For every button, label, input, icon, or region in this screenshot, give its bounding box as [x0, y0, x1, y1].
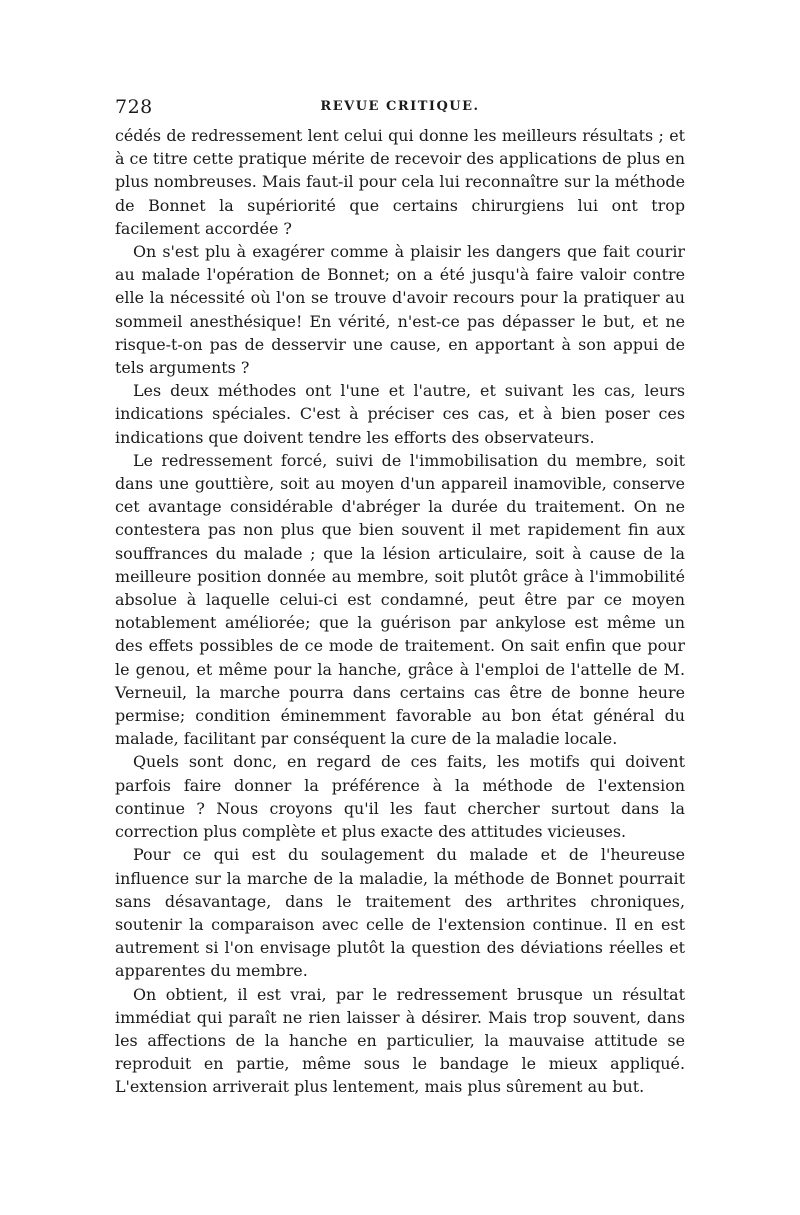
- paragraph: Quels sont donc, en regard de ces faits, les motifs qui doivent parfois faire donner la préférence à la méthode de l'extension continue ? Nous croyons qu'il les faut chercher surtout dans la correction plus complète et plus exacte des attitudes vicieuses.: [115, 752, 685, 842]
- page-header: [115, 96, 685, 120]
- paragraph: Pour ce qui est du soulagement du malade et de l'heureuse influence sur la marche de la maladie, la méthode de Bonnet pourrait sans désavantage, dans le traitement des arthrites chroniques, soutenir la comparaison avec celle de l'extension continue. Il en est autrement si l'on envisage plutôt la question des déviations réelles et apparentes du membre.: [115, 845, 685, 981]
- paragraph: Le redressement forcé, suivi de l'immobilisation du membre, soit dans une gouttière, soit au moyen d'un appareil inamovible, conserve cet avantage considérable d'abréger la durée du traitement. On ne contestera pas non plus que bien souvent il met rapidement fin aux souffrances du malade ; que la lésion articulaire, soit à cause de la meilleure position donnée au membre, soit plutôt grâce à l'immobilité absolue à laquelle celui-ci est condamné, peut être par ce moyen notablement améliorée; que la guérison par ankylose est même un des effets possibles de ce mode de traitement. On sait enfin que pour le genou, et même pour la hanche, grâce à l'emploi de l'attelle de M. Verneuil, la marche pourra dans certains cas être de bonne heure permise; condition éminemment favorable au bon état général du malade, facilitant par conséquent la cure de la maladie locale.: [115, 450, 685, 749]
- running-head: REVUE CRITIQUE.: [320, 99, 480, 114]
- book-page: [115, 96, 685, 1099]
- paragraph: On s'est plu à exagérer comme à plaisir les dangers que fait courir au malade l'opération de Bonnet; on a été jusqu'à faire valoir contre elle la nécessité où l'on se trouve d'avoir recours pour la pratiquer au sommeil anesthésique! En vérité, n'est-ce pas dépasser le but, et ne risque-t-on pas de desservir une cause, en apportant à son appui de tels arguments ?: [115, 242, 685, 378]
- page-number: 728: [115, 96, 153, 118]
- paragraph: Les deux méthodes ont l'une et l'autre, et suivant les cas, leurs indications spéciales. C'est à préciser ces cas, et à bien poser ces indications que doivent tendre les efforts des observateurs.: [115, 381, 685, 447]
- body-text: [115, 124, 685, 1099]
- paragraph-continued: cédés de redressement lent celui qui donne les meilleurs résultats ; et à ce titre cette pratique mérite de recevoir des applications de plus en plus nombreuses. Mais faut-il pour cela lui reconnaître sur la méthode de Bonnet la supériorité que certains chirurgiens lui ont trop facilement accordée ?: [115, 126, 685, 238]
- paragraph: On obtient, il est vrai, par le redressement brusque un résultat immédiat qui paraît ne rien laisser à désirer. Mais trop souvent, dans les affections de la hanche en particulier, la mauvaise attitude se reproduit en partie, même sous le bandage le mieux appliqué. L'extension arriverait plus lentement, mais plus sûrement au but.: [115, 984, 685, 1097]
